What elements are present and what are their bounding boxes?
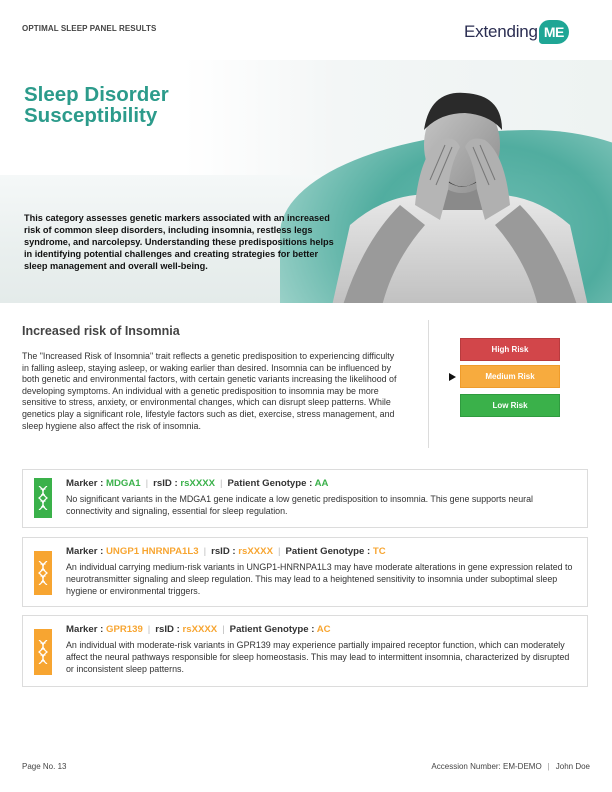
risk-level-medium: Medium Risk [460,365,560,388]
page-title-line-1: Sleep Disorder [24,83,169,106]
separator: | [277,546,281,557]
risk-level-high: High Risk [460,338,560,361]
rsid-label: rsID : [153,478,178,489]
marker-card [22,537,588,607]
hero-banner [0,60,612,303]
separator: | [203,546,207,557]
dna-icon [34,629,52,675]
marker-description: An individual with moderate-risk variants in GPR139 may experience partially impaired receptor function, which can moderately affect the neural pathways responsible for sleep homeostasis. This may lead to intermittent insomnia, characterized by disrupted or inconsistent sleep patterns. [66,640,570,674]
genotype-value: TC [372,546,386,557]
genotype-value: AA [314,478,329,489]
marker-header [66,624,331,635]
vertical-divider [428,320,429,448]
rsid-value: rsXXXX [180,478,216,489]
man-rubbing-eyes-photo [330,85,590,303]
marker-label: Marker : [66,624,104,635]
genotype-value: AC [316,624,331,635]
marker-card [22,469,588,528]
marker-name: GPR139 [106,624,143,635]
separator: | [147,624,151,635]
risk-level-low: Low Risk [460,394,560,417]
marker-description: An individual carrying medium-risk variants in UNGP1-HNRNPA1L3 may have moderate alterations in gene expression related to neurotransmitter signaling and sleep regulation. This may lead to a heightened sensitivity to insomnia under suboptimal sleep hygiene or environmental triggers. [66,562,573,596]
trait-title: Increased risk of Insomnia [22,324,180,338]
dna-icon [34,478,52,518]
genotype-label: Patient Genotype : [229,624,315,635]
marker-label: Marker : [66,478,104,489]
logo-text: Extending [464,22,538,41]
extendingme-logo [464,20,569,44]
dna-icon [34,551,52,595]
separator: | [145,478,149,489]
page-title-line-2: Susceptibility [24,104,158,127]
marker-label: Marker : [66,546,104,557]
separator: | [547,762,550,771]
separator: | [222,624,225,635]
marker-description: No significant variants in the MDGA1 gene indicate a low genetic predisposition to insomnia. This gene supports neural connectivity and signaling, essential for sleep regulation. [66,494,534,516]
logo-badge: ME [539,20,569,44]
marker-card [22,615,588,687]
risk-indicator-arrow-icon [449,373,456,381]
marker-name: UNGP1 HNRNPA1L3 [106,546,199,557]
rsid-label: rsID : [211,546,236,557]
genotype-label: Patient Genotype : [227,478,313,489]
page-number: Page No. 13 [22,762,67,771]
rsid-value: rsXXXX [238,546,273,557]
trait-description: The "Increased Risk of Insomnia" trait reflects a genetic predisposition to experiencing difficulty in falling asleep, staying asleep, or waking earlier than desired. Insomnia can be influenced by both genetic and environmental factors, with certain genetic variants increasing the likelihood of developing symptoms. An individual with a genetic predisposition to insomnia may be more sensitive to stress, anxiety, or environmental changes, which can disrupt sleep patterns. While genetics play a significant role, lifestyle factors such as diet, exercise, stress management, and sleep hygiene also affect the risk of insomnia. [22,351,397,431]
patient-name: John Doe [555,762,590,771]
category-description: This category assesses genetic markers associated with an increased risk of common sleep disorders, including insomnia, restless legs syndrome, and narcolepsy. Understanding these predispositions helps in identifying potential challenges and creating strategies for better sleep management and overall well-being. [24,213,334,272]
marker-header [66,478,328,489]
footer-patient-info [431,762,590,771]
marker-name: MDGA1 [106,478,141,489]
marker-header [66,546,386,557]
report-header-label: OPTIMAL SLEEP PANEL RESULTS [22,24,157,33]
rsid-label: rsID : [155,624,180,635]
separator: | [220,478,223,489]
accession-number: Accession Number: EM-DEMO [431,762,542,771]
page-title [24,84,169,126]
rsid-value: rsXXXX [182,624,218,635]
genotype-label: Patient Genotype : [285,546,371,557]
